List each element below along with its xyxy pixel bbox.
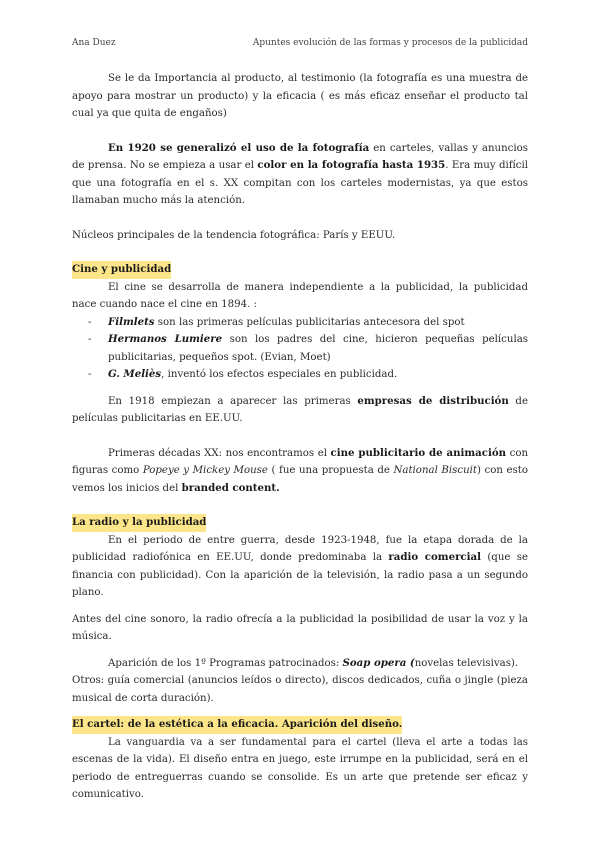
paragraph-nucleos: Núcleos principales de la tendencia fotográfica: París y EEUU. [72, 229, 396, 241]
page-content [72, 70, 528, 804]
list-item: - Hermanos Lumiere son los padres del cine, hicieron pequeñas películas publicitarias, pequeños spot. (Evian, Moet) [88, 331, 528, 366]
page-header [72, 38, 528, 52]
section-cartel [72, 716, 528, 804]
paragraph-producto: Se le da Importancia al producto, al testimonio (la fotografía es una muestra de apoyo para mostrar un producto) y la eficacia ( es más eficaz enseñar el producto tal cual ya que quita de engaños) [72, 73, 528, 119]
section-heading-cine: Cine y publicidad [72, 261, 171, 279]
section-heading-cartel: El cartel: de la estética a la eficacia. Aparición del diseño. [72, 716, 402, 734]
cine-list [88, 314, 528, 384]
bold-text: En 1920 se generalizó el uso de la fotografía [108, 141, 370, 154]
list-item: - G. Meliès, inventó los efectos especiales en publicidad. [88, 366, 528, 384]
paragraph-distribucion: En 1918 empiezan a aparecer las primeras empresas de distribución de películas publicitarias en EE.UU. [72, 394, 528, 424]
paragraph-radio-entreguerra: En el periodo de entre guerra, desde 1923-1948, fue la etapa dorada de la publicidad radiofónica en EE.UU, donde predominaba la radio comercial (que se financia con publicidad). Con la aparición de la televisión, la radio pasa a un segundo plano. [72, 534, 528, 598]
list-item: - Filmlets son las primeras películas publicitarias antecesora del spot [88, 314, 528, 332]
section-radio [72, 514, 528, 707]
section-heading-radio: La radio y la publicidad [72, 514, 206, 532]
paragraph-radio-otros: Otros: guía comercial (anuncios leídos o directo), discos dedicados, cuña o jingle (pieza musical de corta duración). [72, 675, 528, 704]
paragraph-cartel: La vanguardia va a ser fundamental para el cartel (lleva el arte a todas las escenas de la vida). El diseño entra en juego, este irrumpe en la publicidad, será en el periodo de entreguerras cuando se consolide. Es un arte que pretende ser eficaz y comunicativo. [72, 736, 528, 800]
header-title: Apuntes evolución de las formas y procesos de la publicidad [252, 38, 528, 48]
section-cine [72, 261, 528, 497]
paragraph-radio-programas: Aparición de los 1º Programas patrocinados: Soap opera (novelas televisivas). [108, 656, 519, 669]
header-author: Ana Duez [72, 38, 116, 48]
paragraph-fotografia: En 1920 se generalizó el uso de la fotografía en carteles, vallas y anuncios de prensa. No se empieza a usar el color en la fotografía hasta 1935. Era muy difícil que una fotografía en el s. XX compitan con los carteles modernistas, ya que estos llamaban mucho más la atención. [72, 141, 528, 206]
paragraph-animacion: Primeras décadas XX: nos encontramos el cine publicitario de animación con figuras como Popeye y Mickey Mouse ( fue una propuesta de National Biscuit) con esto vemos los inicios del branded content. [72, 446, 529, 494]
bold-text: color en la fotografía hasta 1935 [257, 159, 446, 171]
paragraph-cine-intro: El cine se desarrolla de manera independiente a la publicidad, la publicidad nace cuando nace el cine en 1894. : [72, 281, 528, 310]
paragraph-radio-sonoro: Antes del cine sonoro, la radio ofrecía a la publicidad la posibilidad de usar la voz y la música. [72, 613, 528, 642]
